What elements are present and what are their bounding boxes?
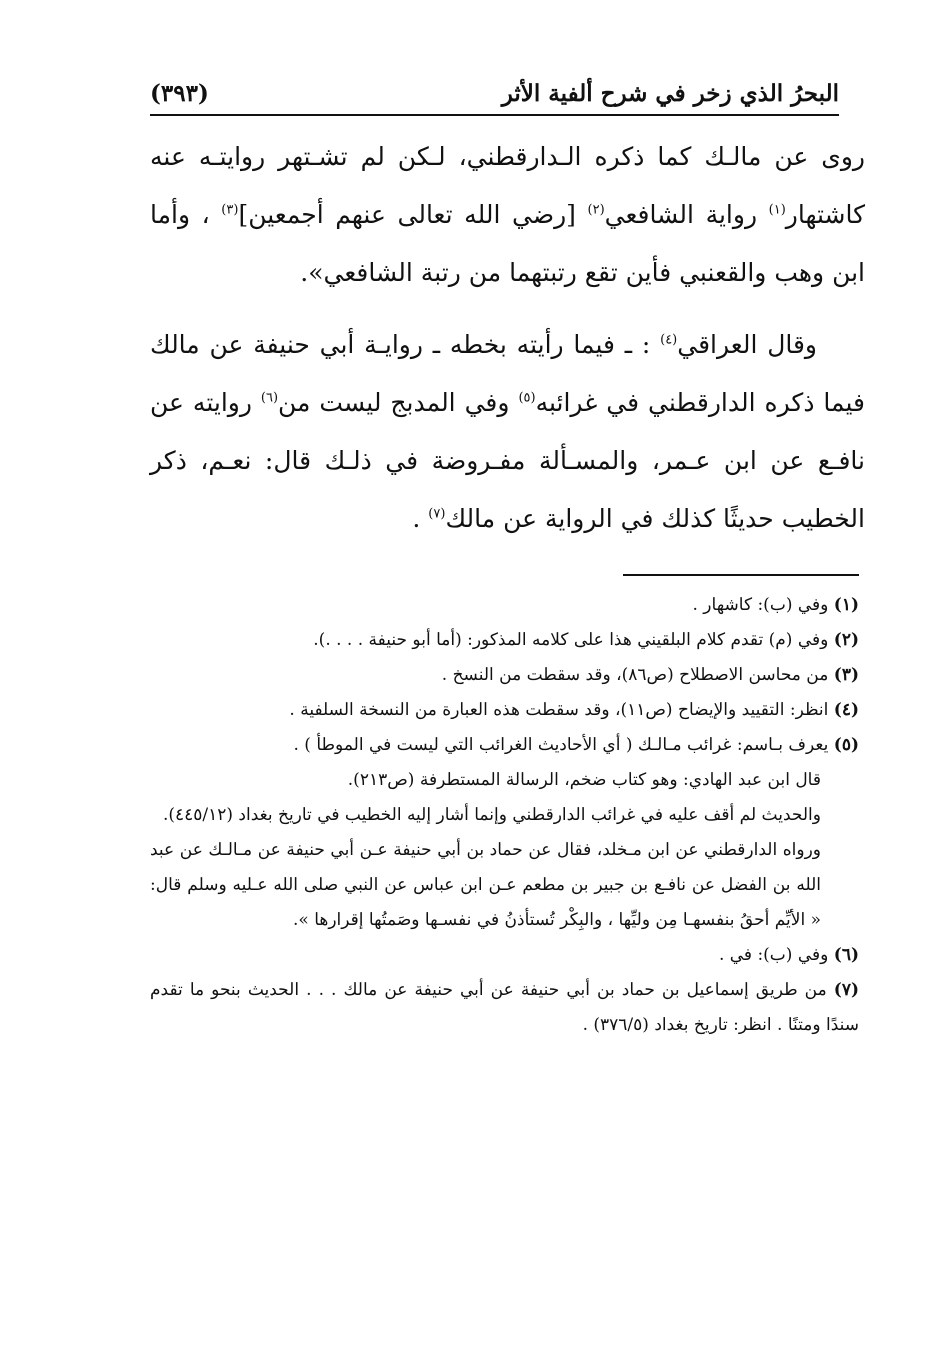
footnote-number: (٧): [833, 980, 860, 1000]
text-span: وفي المدبج ليست من: [278, 388, 510, 417]
page-number: (٣٩٣): [150, 80, 209, 107]
footnote-5-narration: ورواه الدارقطني عن ابن مـخلد، فقال عن حماد بن أبي حنيفة عـن أبي حنيفة عن مـالـك عن عبد الله بن الفضل عن نافـع بن جبير بن مطعم عـن ابن عباس عن النبي صلى الله عـليه وسلم قال: « الأيِّم أحقُ بنفسهـا مِن وليِّها ، والبِكْر تُستأذنُ في نفسـها وصَمتُها إقرارها ».: [150, 840, 821, 930]
footnote-number: (٤): [833, 700, 859, 720]
footnote-separator: [623, 574, 859, 576]
footnote-ref: (١): [768, 202, 786, 218]
footnote-ref: (٦): [260, 390, 279, 406]
footnote-text: وفي (ب): كاشهار .: [692, 595, 829, 615]
text-span: روى عن مالـك كما ذكره الـدارقطني، لـكن لم تشـتهر روايتـه عنه كاشتهار: [150, 142, 865, 229]
text-span: [رضي الله تعالى عنهم أجمعين]: [238, 200, 576, 229]
text-span: روايته عن نافـع عن ابن عـمر، والمسـألة مفـروضة في ذلـك قال: نعـم، ذكر الخطيب حديثًا كذلك في الرواية عن مالك: [150, 388, 865, 533]
running-title: البحرُ الذي زخر في شرح ألفية الأثر: [501, 80, 839, 107]
footnote-7: [150, 973, 859, 1043]
footnote-3: [150, 658, 859, 693]
footnote-5: [150, 728, 859, 763]
text-span: رواية الشافعي: [604, 200, 758, 229]
footnote-5-remark: والحديث لم أقف عليه في غرائب الدارقطني وإنما أشار إليه الخطيب في تاريخ بغداد (٤٤٥/١٢).: [162, 805, 821, 825]
text-span: .: [412, 504, 421, 533]
footnote-ref: (٢): [587, 202, 605, 218]
footnote-ref: (٧): [428, 506, 446, 522]
footnote-4: [150, 693, 859, 728]
footnote-1: [150, 588, 859, 623]
footnote-text: وفي (م) تقدم كلام البلقيني هذا على كلامه المذكور: (أما أبو حنيفة . . . .).: [313, 630, 829, 650]
text-span: وقال العراقي: [677, 330, 818, 359]
footnote-2: [150, 623, 859, 658]
running-header: [150, 76, 839, 112]
footnote-number: (٦): [833, 945, 859, 965]
paragraph-1: [150, 128, 865, 302]
footnote-text: يعرف بـاسم: غرائب مـالـك ( أي الأحاديث الغرائب التي ليست في الموطأ ) .: [293, 735, 829, 755]
footnote-ref: (٣): [221, 202, 239, 218]
paragraph-2: [150, 316, 865, 548]
footnotes: [150, 588, 859, 1043]
footnote-6: [150, 938, 859, 973]
main-text: [150, 128, 865, 548]
footnote-text: انظر: التقييد والإيضاح (ص١١)، وقد سقطت هذه العبارة من النسخة السلفية .: [289, 700, 829, 720]
header-rule: [150, 114, 839, 116]
footnote-text: من محاسن الاصطلاح (ص٨٦)، وقد سقطت من النسخ .: [441, 665, 829, 685]
footnote-5-quote: قال ابن عبد الهادي: وهو كتاب ضخم، الرسالة المستطرفة (ص٢١٣).: [347, 770, 821, 790]
footnote-text: وفي (ب): في .: [718, 945, 829, 965]
footnote-ref: (٥): [518, 390, 536, 406]
footnote-number: (٣): [833, 665, 859, 685]
footnote-number: (٢): [833, 630, 859, 650]
text-span: : ـ فيما رأيته بخطه ـ روايـة أبي حنيفة عن مالك فيما ذكره الدارقطني في غرائبه: [150, 330, 865, 417]
footnote-number: (١): [833, 595, 859, 615]
text-span: ، وأما ابن وهب والقعنبي فأين تقع رتبتهما من رتبة الشافعي».: [150, 200, 865, 287]
footnote-number: (٥): [833, 735, 859, 755]
footnote-ref: (٤): [660, 332, 678, 348]
footnote-text: من طريق إسماعيل بن حماد بن أبي حنيفة عن أبي حنيفة عن مالك . . . الحديث بنحو ما تقدم سندًا ومتنًا . انظر: تاريخ بغداد (٣٧٦/٥) .: [150, 980, 859, 1035]
